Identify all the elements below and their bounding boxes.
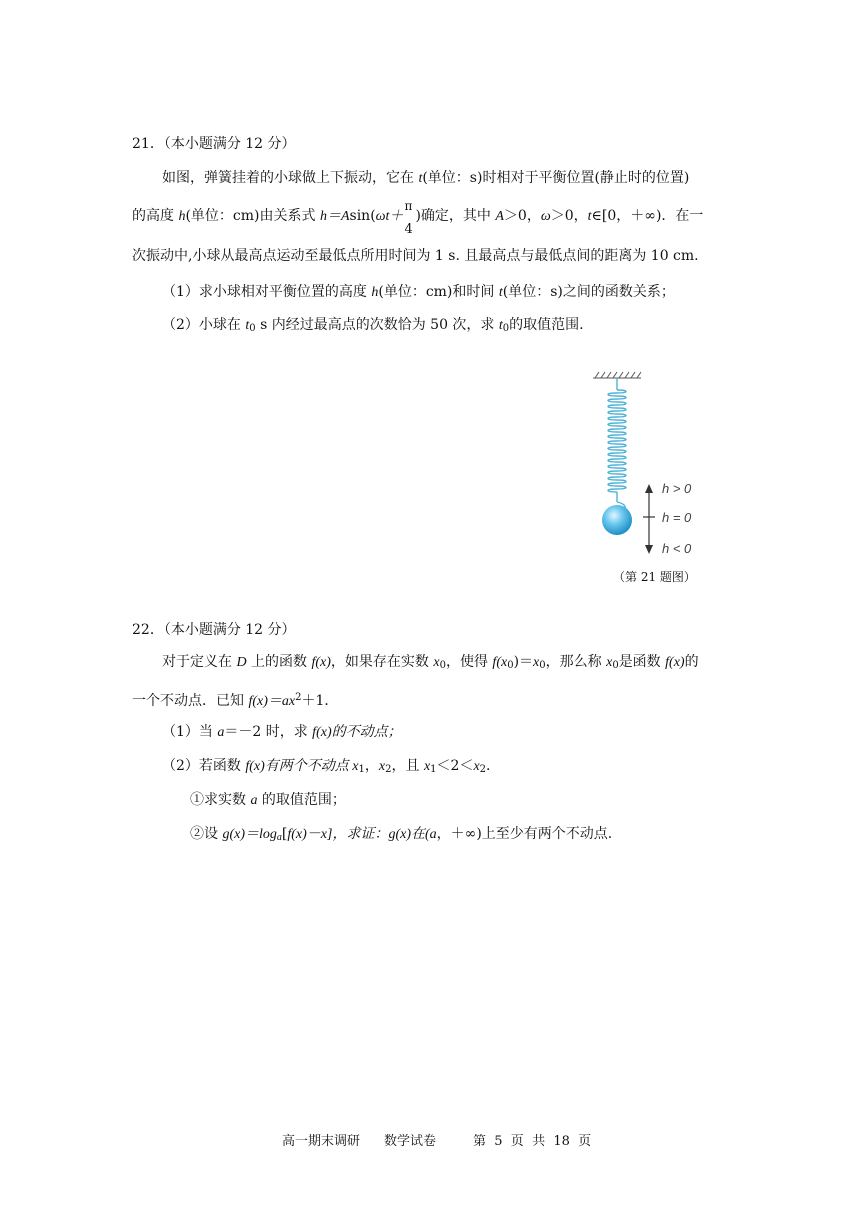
footer-page-number: 第 5 页 共 18 页: [473, 1134, 592, 1149]
footer-subject: 数学试卷: [384, 1134, 437, 1149]
ceiling-hatch: [593, 372, 641, 378]
q21-paragraph-line1: 如图，弹簧挂着的小球做上下振动，它在 t(单位：s)时相对于平衡位置(静止时的位置): [162, 170, 690, 186]
q22-paragraph-line2: 一个不动点．已知 $f(x)=ax^2+1$．: [132, 692, 339, 709]
ball: [602, 505, 632, 535]
pi-over-4-fraction: π 4: [404, 199, 413, 237]
q21-paragraph-line2: 的高度 h(单位：cm)由关系式 h＝Asin(ωt＋ π 4 )确定，其中 A＞0，ω＞0，t∈[0，＋∞)．在一: [132, 199, 704, 237]
q21-heading: 21．（本小题满分 12 分）: [132, 136, 296, 152]
q22-item-2: ②设 $g(x)=\log_a[f(x)-x]$，求证：g(x)在(a，＋∞)上至少有两个不动点.: [190, 826, 613, 843]
vertical-arrow: [643, 484, 655, 554]
label-h-negative: h < 0: [662, 541, 692, 556]
q22-item-1: ①求实数 a 的取值范围；: [190, 792, 346, 808]
q21-subquestion-1: （1）求小球相对平衡位置的高度 h(单位：cm)和时间 t(单位：s)之间的函数关系；: [162, 284, 675, 300]
figure-caption: （第 21 题图）: [613, 570, 696, 584]
footer-school: 高一期末调研: [282, 1134, 361, 1149]
q22-heading: 22．（本小题满分 12 分）: [132, 622, 296, 638]
q21-paragraph-line3: 次振动中,小球从最高点运动至最低点所用时间为 1 s. 且最高点与最低点间的距离为 10 cm.: [132, 248, 699, 264]
q22-subquestion-2: （2）若函数 f(x)有两个不动点 $x_1$，$x_2$，且 $x_1<2<x_2$.: [162, 758, 491, 775]
q22-subquestion-1: （1）当 a＝－2 时，求 f(x)的不动点；: [162, 724, 402, 740]
label-h-positive: h > 0: [662, 481, 692, 496]
spring-ball-figure: [585, 368, 705, 568]
q21-subquestion-2: （2）小球在 $t_0$ s 内经过最高点的次数恰为 50 次，求 $t_0$的取值范围.: [162, 317, 584, 334]
q22-paragraph-line1: 对于定义在 D 上的函数 f(x)，如果存在实数 $x_0$，使得 $f(x_0)=x_0$，那么称 $x_0$是函数 f(x)的: [162, 654, 699, 671]
spring: [608, 378, 626, 514]
label-h-zero: h = 0: [662, 510, 692, 525]
